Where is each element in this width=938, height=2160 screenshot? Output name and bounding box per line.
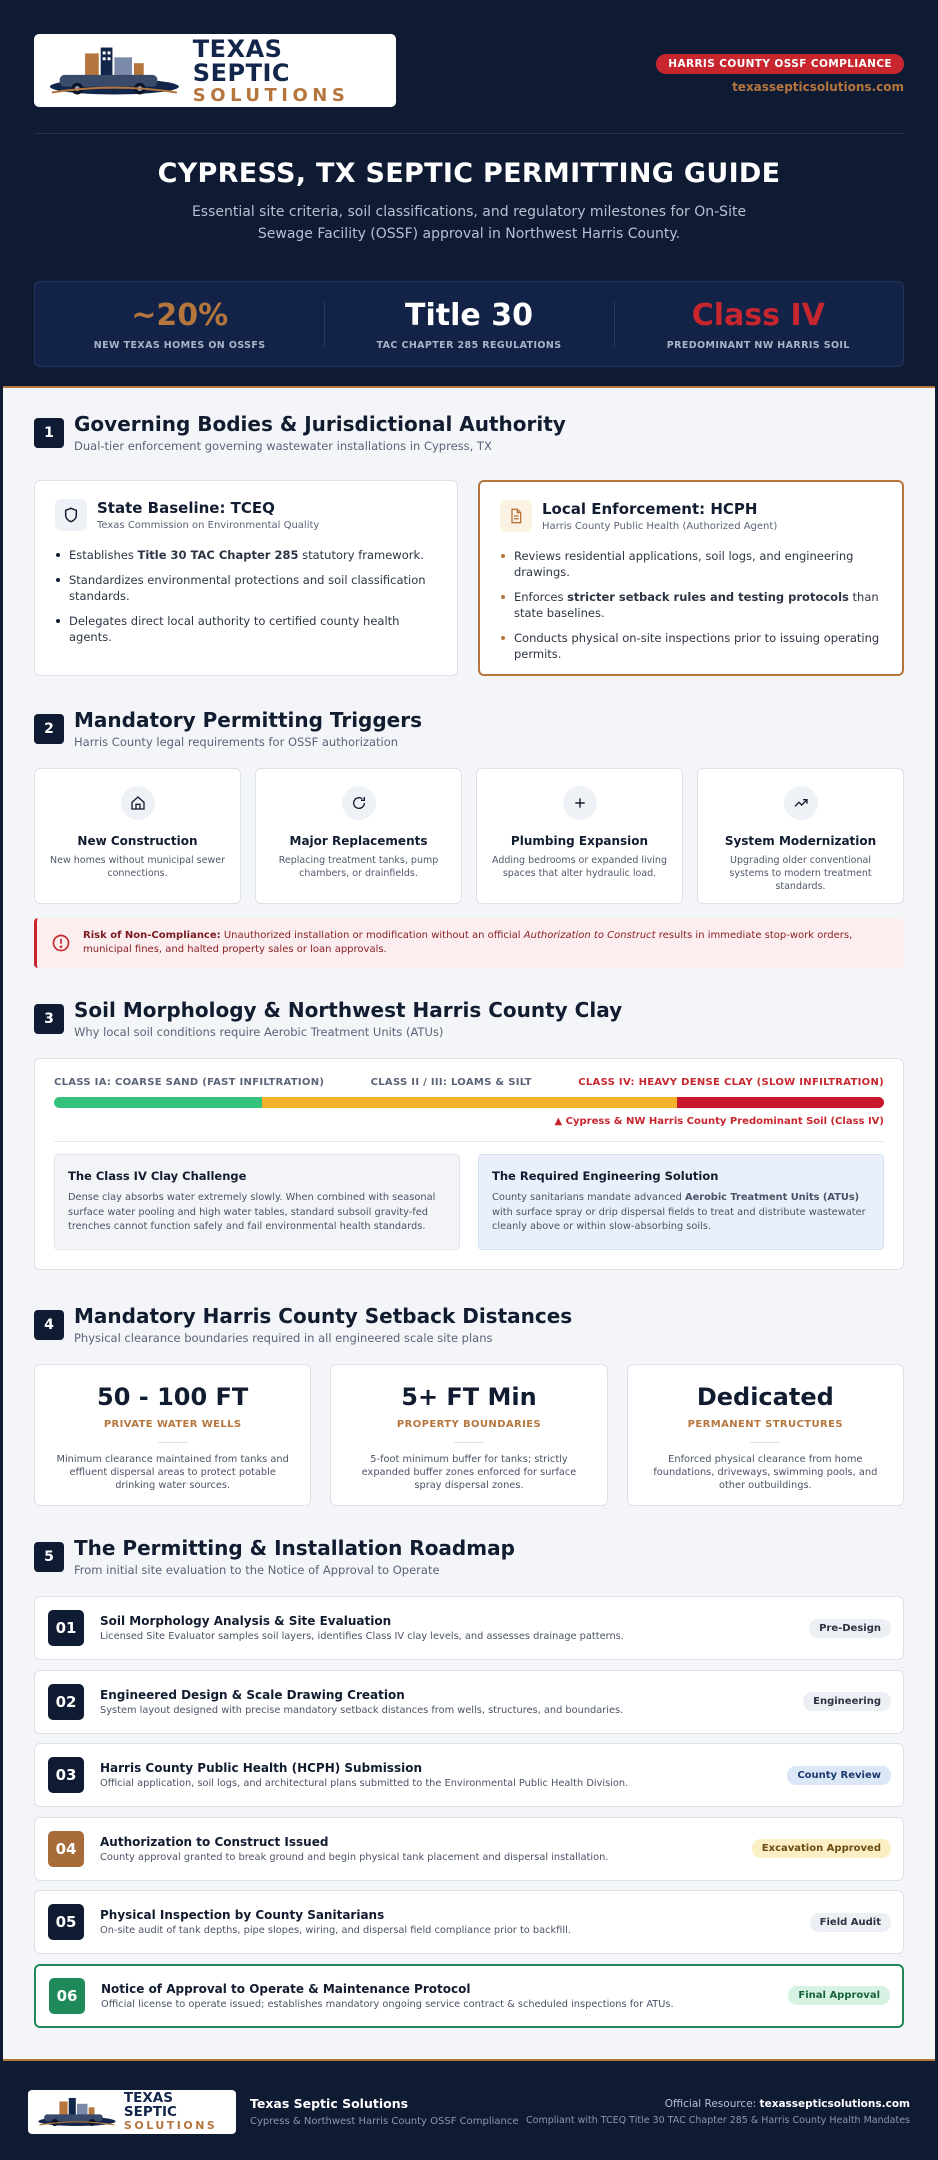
step-number: 04 bbox=[48, 1831, 84, 1867]
section-number: 1 bbox=[34, 418, 64, 448]
soil-note: ▲ Cypress & NW Harris County Predominant Soil (Class IV) bbox=[554, 1116, 884, 1127]
card-subtitle: Harris County Public Health (Authorized Agent) bbox=[542, 521, 778, 532]
roadmap-step bbox=[34, 1817, 904, 1881]
step-title: Soil Morphology Analysis & Site Evaluation bbox=[100, 1614, 392, 1628]
footer-site-link[interactable]: texassepticsolutions.com bbox=[759, 2097, 910, 2110]
section-title: Governing Bodies & Jurisdictional Authority bbox=[74, 412, 566, 436]
alert-circle-icon bbox=[51, 933, 71, 953]
soil-bar-segment bbox=[677, 1097, 885, 1108]
section-1-header bbox=[34, 412, 566, 453]
step-number: 02 bbox=[48, 1684, 84, 1720]
setback-card bbox=[330, 1364, 607, 1506]
soil-label-loam: CLASS II / III: LOAMS & SILT bbox=[370, 1077, 532, 1088]
risk-alert bbox=[34, 918, 904, 968]
clay-challenge-box bbox=[54, 1154, 460, 1250]
step-status-badge: Engineering bbox=[803, 1692, 891, 1711]
trending-up-icon bbox=[784, 786, 818, 820]
top-bar bbox=[34, 34, 904, 134]
bullet-item: Delegates direct local authority to certified county health agents. bbox=[55, 613, 437, 645]
page-header bbox=[0, 0, 938, 386]
setback-card bbox=[34, 1364, 311, 1506]
setback-distances bbox=[34, 1364, 904, 1506]
site-link[interactable]: texassepticsolutions.com bbox=[732, 80, 904, 94]
trigger-title: New Construction bbox=[77, 834, 198, 848]
setback-text: Enforced physical clearance from home foundations, driveways, swimming pools, and other outbuildings. bbox=[653, 1454, 878, 1491]
section-title: The Permitting & Installation Roadmap bbox=[74, 1536, 515, 1560]
trigger-title: Plumbing Expansion bbox=[510, 834, 649, 848]
trigger-card bbox=[34, 768, 241, 904]
step-title: Engineered Design & Scale Drawing Creation bbox=[100, 1687, 405, 1702]
section-number: 2 bbox=[34, 714, 64, 744]
stat-label: NEW TEXAS HOMES ON OSSFS bbox=[93, 339, 266, 351]
section-number: 4 bbox=[34, 1310, 64, 1340]
governing-bodies bbox=[34, 480, 904, 676]
card-subtitle: Texas Commission on Environmental Quality bbox=[97, 520, 320, 531]
trigger-title: System Modernization bbox=[724, 834, 877, 848]
divider bbox=[158, 1442, 188, 1443]
step-title: Notice of Approval to Operate & Maintenance Protocol bbox=[101, 1981, 471, 1996]
local-bullets bbox=[500, 548, 882, 662]
setback-value: Dedicated bbox=[696, 1383, 834, 1411]
setback-value: 50 - 100 FT bbox=[97, 1383, 249, 1411]
trigger-text: Adding bedrooms or expanded living spaces that alter hydraulic load. bbox=[492, 855, 667, 879]
roadmap-step bbox=[34, 1743, 904, 1807]
footer-resource: Official Resource: texassepticsolutions.com bbox=[664, 2097, 910, 2110]
bullet-item: Reviews residential applications, soil logs, and engineering drawings. bbox=[500, 548, 882, 580]
divider bbox=[750, 1442, 780, 1443]
card-title: State Baseline: TCEQ bbox=[97, 499, 275, 517]
logo-line-1: TEXAS SEPTIC bbox=[123, 2090, 177, 2120]
section-number: 5 bbox=[34, 1542, 64, 1572]
setback-text: 5-foot minimum buffer for tanks; strictly expanded buffer zones enforced for surface spray dispersal zones. bbox=[361, 1454, 577, 1491]
section-title: Mandatory Harris County Setback Distances bbox=[74, 1304, 573, 1328]
step-title: Harris County Public Health (HCPH) Submission bbox=[100, 1761, 422, 1776]
step-status-badge: Excavation Approved bbox=[752, 1839, 891, 1858]
section-subtitle: Physical clearance boundaries required in all engineered scale site plans bbox=[74, 1331, 493, 1345]
step-status-badge: Final Approval bbox=[788, 1986, 890, 2005]
local-card bbox=[478, 480, 904, 676]
bullet-item: Standardizes environmental protections and soil classification standards. bbox=[55, 572, 437, 604]
step-status-badge: Pre-Design bbox=[809, 1619, 891, 1638]
roadmap-step bbox=[34, 1596, 904, 1660]
step-number: 05 bbox=[48, 1904, 84, 1940]
step-text: Official application, soil logs, and architectural plans submitted to the Environmental Public Health Division. bbox=[100, 1778, 629, 1790]
section-subtitle: Dual-tier enforcement governing wastewater installations in Cypress, TX bbox=[74, 439, 492, 453]
roadmap-step bbox=[34, 1964, 904, 2028]
footer-brand-subtitle: Cypress & Northwest Harris County OSSF Compliance bbox=[250, 2116, 519, 2127]
logo-line-1: TEXAS SEPTIC bbox=[192, 34, 290, 87]
roadmap-steps bbox=[34, 1596, 904, 2038]
soil-infiltration-bar bbox=[54, 1097, 884, 1108]
stat-label: PREDOMINANT NW HARRIS SOIL bbox=[666, 339, 850, 351]
state-card bbox=[34, 480, 458, 676]
divider bbox=[454, 1442, 484, 1443]
roadmap-step bbox=[34, 1670, 904, 1734]
stat-value: Title 30 bbox=[405, 297, 533, 333]
step-number: 03 bbox=[48, 1757, 84, 1793]
footer-logo[interactable] bbox=[28, 2090, 236, 2134]
soil-bar-segment bbox=[262, 1097, 677, 1108]
engineering-solution-box bbox=[478, 1154, 884, 1250]
compliance-badge: HARRIS COUNTY OSSF COMPLIANCE bbox=[656, 54, 904, 74]
stat-label: TAC CHAPTER 285 REGULATIONS bbox=[376, 339, 562, 351]
step-status-badge: County Review bbox=[787, 1766, 891, 1785]
section-3-header bbox=[34, 998, 622, 1039]
soil-bar-segment bbox=[54, 1097, 262, 1108]
box-title: The Class IV Clay Challenge bbox=[68, 1169, 247, 1183]
section-title: Mandatory Permitting Triggers bbox=[74, 708, 423, 732]
stat-value: Class IV bbox=[691, 297, 825, 333]
brand-logo[interactable] bbox=[34, 34, 396, 107]
section-subtitle: From initial site evaluation to the Notice of Approval to Operate bbox=[74, 1563, 440, 1577]
refresh-icon bbox=[342, 786, 376, 820]
step-text: Official license to operate issued; establishes mandatory ongoing service contract & scheduled inspections for ATUs. bbox=[101, 1998, 674, 2010]
setback-label: PERMANENT STRUCTURES bbox=[687, 1419, 843, 1430]
step-number: 01 bbox=[48, 1610, 84, 1646]
stat-regulation bbox=[324, 298, 613, 351]
card-title: Local Enforcement: HCPH bbox=[542, 500, 758, 518]
main-content bbox=[3, 386, 935, 2061]
setback-label: PROPERTY BOUNDARIES bbox=[396, 1419, 542, 1430]
shield-icon bbox=[55, 499, 87, 531]
step-title: Authorization to Construct Issued bbox=[100, 1834, 329, 1849]
trigger-title: Major Replacements bbox=[289, 834, 428, 848]
step-number: 06 bbox=[49, 1978, 85, 2014]
box-text: Dense clay absorbs water extremely slowly. When combined with seasonal surface water pooling and high water tables, standard subsoil gravity-fed trenches cannot function safely and fail environmental health standards. bbox=[68, 1192, 436, 1232]
bullet-item: Enforces stricter setback rules and testing protocols than state baselines. bbox=[500, 589, 882, 621]
permit-triggers bbox=[34, 768, 904, 904]
roadmap-step bbox=[34, 1890, 904, 1954]
section-subtitle: Why local soil conditions require Aerobic Treatment Units (ATUs) bbox=[74, 1025, 444, 1039]
setback-card bbox=[627, 1364, 904, 1506]
section-4-header bbox=[34, 1304, 572, 1345]
page-subtitle: Essential site criteria, soil classifications, and regulatory milestones for On-Site Sewage Facility (OSSF) approval in Northwest Harris County. bbox=[191, 204, 747, 242]
step-status-badge: Field Audit bbox=[810, 1913, 891, 1932]
footer-compliance: Compliant with TCEQ Title 30 TAC Chapter 285 & Harris County Health Mandates bbox=[526, 2114, 910, 2126]
septic-truck-logo-icon bbox=[36, 2095, 118, 2129]
trigger-text: New homes without municipal sewer connections. bbox=[50, 855, 225, 879]
trigger-card bbox=[255, 768, 462, 904]
box-text: County sanitarians mandate advanced Aerobic Treatment Units (ATUs) with surface spray or drip dispersal fields to treat and distribute wastewater cleanly above or within slow-absorbing soils. bbox=[492, 1192, 866, 1232]
divider bbox=[54, 1141, 884, 1142]
trigger-card bbox=[476, 768, 683, 904]
section-subtitle: Harris County legal requirements for OSSF authorization bbox=[74, 735, 399, 749]
section-2-header bbox=[34, 708, 422, 749]
logo-line-2: SOLUTIONS bbox=[123, 2119, 218, 2132]
step-text: System layout designed with precise mandatory setback distances from wells, structures, and boundaries. bbox=[100, 1704, 624, 1716]
bullet-item: Establishes Title 30 TAC Chapter 285 statutory framework. bbox=[55, 547, 437, 563]
step-title: Physical Inspection by County Sanitarians bbox=[100, 1908, 385, 1923]
plus-icon bbox=[563, 786, 597, 820]
section-5-header bbox=[34, 1536, 515, 1577]
page-footer bbox=[0, 2063, 938, 2160]
box-title: The Required Engineering Solution bbox=[492, 1169, 719, 1183]
septic-truck-logo-icon bbox=[46, 43, 183, 99]
step-text: Licensed Site Evaluator samples soil layers, identifies Class IV clay levels, and assesses drainage patterns. bbox=[100, 1631, 624, 1642]
trigger-text: Upgrading older conventional systems to modern treatment standards. bbox=[729, 855, 872, 892]
footer-brand-name: Texas Septic Solutions bbox=[250, 2096, 409, 2111]
logo-line-2: SOLUTIONS bbox=[192, 84, 350, 106]
stat-soil-class bbox=[614, 298, 903, 351]
setback-label: PRIVATE WATER WELLS bbox=[103, 1419, 242, 1430]
soil-label-clay: CLASS IV: HEAVY DENSE CLAY (SLOW INFILTRATION) bbox=[578, 1077, 884, 1088]
step-text: On-site audit of tank depths, pipe slopes, wiring, and dispersal field compliance prior to backfill. bbox=[100, 1925, 571, 1937]
stats-panel bbox=[34, 281, 904, 367]
home-icon bbox=[121, 786, 155, 820]
section-number: 3 bbox=[34, 1004, 64, 1034]
setback-value: 5+ FT Min bbox=[401, 1383, 537, 1411]
state-bullets bbox=[55, 547, 437, 645]
document-icon bbox=[500, 500, 532, 532]
soil-class-labels bbox=[54, 1077, 884, 1088]
section-title: Soil Morphology & Northwest Harris County Clay bbox=[74, 998, 623, 1022]
step-text: County approval granted to break ground and begin physical tank placement and dispersal installation. bbox=[100, 1851, 609, 1863]
soil-label-sand: CLASS IA: COARSE SAND (FAST INFILTRATION) bbox=[54, 1077, 325, 1088]
page-title: CYPRESS, TX SEPTIC PERMITTING GUIDE bbox=[157, 158, 781, 189]
setback-text: Minimum clearance maintained from tanks and effluent dispersal areas to protect potable drinking water sources. bbox=[56, 1454, 289, 1491]
soil-panel bbox=[34, 1058, 904, 1270]
stat-ossf-share bbox=[35, 298, 324, 351]
stat-value: ~20% bbox=[131, 297, 229, 333]
risk-text: Risk of Non-Compliance: Unauthorized installation or modification without an official Authorization to Construct results in immediate stop-work orders, municipal fines, and halted property sales or loan approvals. bbox=[83, 930, 853, 955]
trigger-text: Replacing treatment tanks, pump chambers, or drainfields. bbox=[278, 855, 439, 879]
bullet-item: Conducts physical on-site inspections prior to issuing operating permits. bbox=[500, 630, 882, 662]
hero bbox=[34, 134, 904, 245]
trigger-card bbox=[697, 768, 904, 904]
